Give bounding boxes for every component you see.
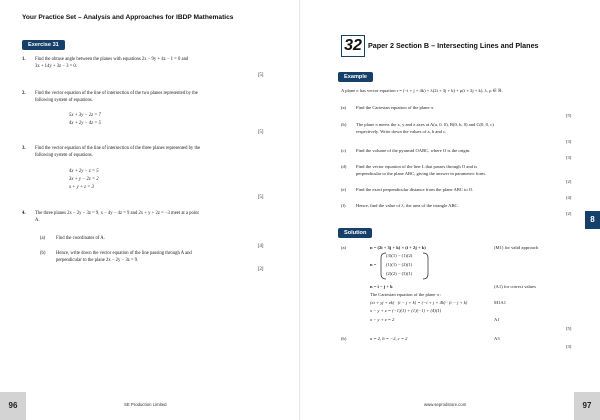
matrix-row: (2)(2) − (3)(1)	[386, 271, 413, 276]
question-number: 1.	[22, 57, 26, 62]
equation: 5x + 3y − 2z = 7	[69, 113, 101, 118]
section-title: Paper 2 Section B – Intersecting Lines and Planes	[368, 41, 539, 50]
solution-line: x − y + z = 2	[370, 317, 395, 322]
question-marks: [2]	[258, 267, 264, 272]
solution-label: Solution	[338, 228, 372, 238]
question-text-line: A.	[35, 218, 40, 223]
part-marks: [4]	[566, 195, 572, 200]
solution-part-label: (b)	[341, 336, 347, 341]
part-marks: [2]	[566, 179, 572, 184]
solution-note: A1	[494, 317, 500, 322]
part-label: (b)	[341, 122, 347, 127]
question-marks: [5]	[258, 73, 264, 78]
question-marks: [5]	[258, 195, 264, 200]
right-bracket-icon	[421, 252, 429, 280]
question-text-line: following system of equations.	[35, 153, 93, 158]
part-text: perpendicular to the plane 2x − 2y − 3z = 9.	[56, 258, 139, 263]
part-label: (d)	[341, 164, 347, 169]
part-text: Hence, find the value of λ, the area of the triangle ABC.	[356, 203, 459, 208]
part-marks: [5]	[566, 113, 572, 118]
example-intro: A plane π has vector equation r = (−i + j + 4k) + λ(2i + 3j + k) + μ(i + 2j + k), λ, μ ∈ ℝ.	[341, 88, 503, 93]
question-text-line: Find the obtuse angle between the planes with equations 2x − 9y + 4z − 1 = 0 and	[35, 57, 189, 62]
matrix-row: (3)(1) − (1)(2)	[386, 253, 413, 258]
part-label: (a)	[341, 105, 347, 110]
part-marks: [3]	[566, 155, 572, 160]
question-text-line: The three planes 2x − 2y − 3z = 9, x − 4y − 4z = 9 and 2x + y + 2z = −3 meet at a point	[35, 211, 199, 216]
equation: x + y + z = 3	[69, 185, 94, 190]
part-text: Hence, write down the vector equation of the line passing through A and	[56, 251, 192, 256]
solution-line: n = i − j + k	[370, 284, 393, 289]
question-number: 4.	[22, 211, 26, 216]
solution-line: x − y + z = (−1)(1) + (1)(−1) + (4)(1)	[370, 308, 442, 313]
question-text-line: following system of equations.	[35, 98, 93, 103]
question-text-line: 3x + 14y + 3z − 3 = 0.	[35, 64, 77, 69]
part-text: perpendicular to the plane ABC, giving the answer in parametric form.	[356, 171, 486, 176]
part-marks: [2]	[566, 211, 572, 216]
part-text: Find the volume of the pyramid OABC, where O is the origin.	[356, 148, 471, 153]
solution-note: M1A1	[494, 300, 506, 305]
question-number: 3.	[22, 146, 26, 151]
solution-marks: [3]	[566, 344, 572, 349]
solution-line: The Cartesian equation of the plane π :	[370, 292, 442, 297]
matrix-row: (1)(1) − (2)(1)	[386, 262, 413, 267]
example-label: Example	[338, 72, 373, 82]
solution-note: (A1) for correct values	[494, 284, 536, 289]
question-number: 2.	[22, 91, 26, 96]
part-marks: [3]	[566, 139, 572, 144]
part-label: (c)	[341, 148, 347, 153]
part-label: (f)	[341, 203, 346, 208]
solution-n-label: n =	[370, 262, 377, 267]
chapter-tab: 8	[585, 211, 600, 229]
part-text: Find the exact perpendicular distance from the plane ABC to O.	[356, 187, 474, 192]
exercise-label: Exercise 31	[22, 40, 65, 50]
section-number-badge: 32	[341, 35, 365, 57]
solution-note: A3	[494, 336, 500, 341]
part-text: Find the coordinates of A.	[56, 236, 105, 241]
solution-marks: [5]	[566, 326, 572, 331]
question-marks: [4]	[258, 244, 264, 249]
part-text: respectively. Write down the values of a, b and c.	[356, 129, 447, 134]
part-text: Find the Cartesian equation of the plane π.	[356, 105, 435, 110]
part-label: (a)	[40, 236, 46, 241]
solution-line: (xi + yj + zk) · (i − j + k) = (−i + j + 4k) · (i − j + k)	[370, 300, 468, 305]
equation: 4x + 2y − 4z = 5	[69, 121, 101, 126]
question-text-line: Find the vector equation of the line of intersection of the three planes represented by the	[35, 146, 201, 151]
page-number: 96	[0, 392, 26, 420]
book-title: Your Practice Set – Analysis and Approaches for IBDP Mathematics	[22, 14, 234, 21]
part-label: (b)	[40, 251, 46, 256]
page-number: 97	[574, 392, 600, 420]
equation: 3x + y − 2z = 2	[69, 177, 99, 182]
part-text: The plane π meets the x, y and z axes at A(a, 0, 0), B(0, b, 0) and C(0, 0, c)	[356, 122, 494, 127]
part-label: (e)	[341, 187, 347, 192]
part-text: Find the vector equation of the line L that passes through O and is	[356, 164, 478, 169]
footer-text: www.seprodstore.com	[424, 402, 467, 407]
solution-line: n = (2i + 3j + k) × (i + 2j + k)	[370, 245, 426, 250]
solution-part-label: (a)	[341, 245, 347, 250]
footer-text: SE Production Limited	[124, 402, 167, 407]
solution-line: a = 2, b = −2, c = 2	[370, 336, 408, 341]
equation: 4x + 2y − z = 5	[69, 169, 99, 174]
solution-note: (M1) for valid approach	[494, 245, 539, 250]
question-text-line: Find the vector equation of the line of intersection of the two planes represented by the	[35, 91, 198, 96]
question-marks: [5]	[258, 130, 264, 135]
